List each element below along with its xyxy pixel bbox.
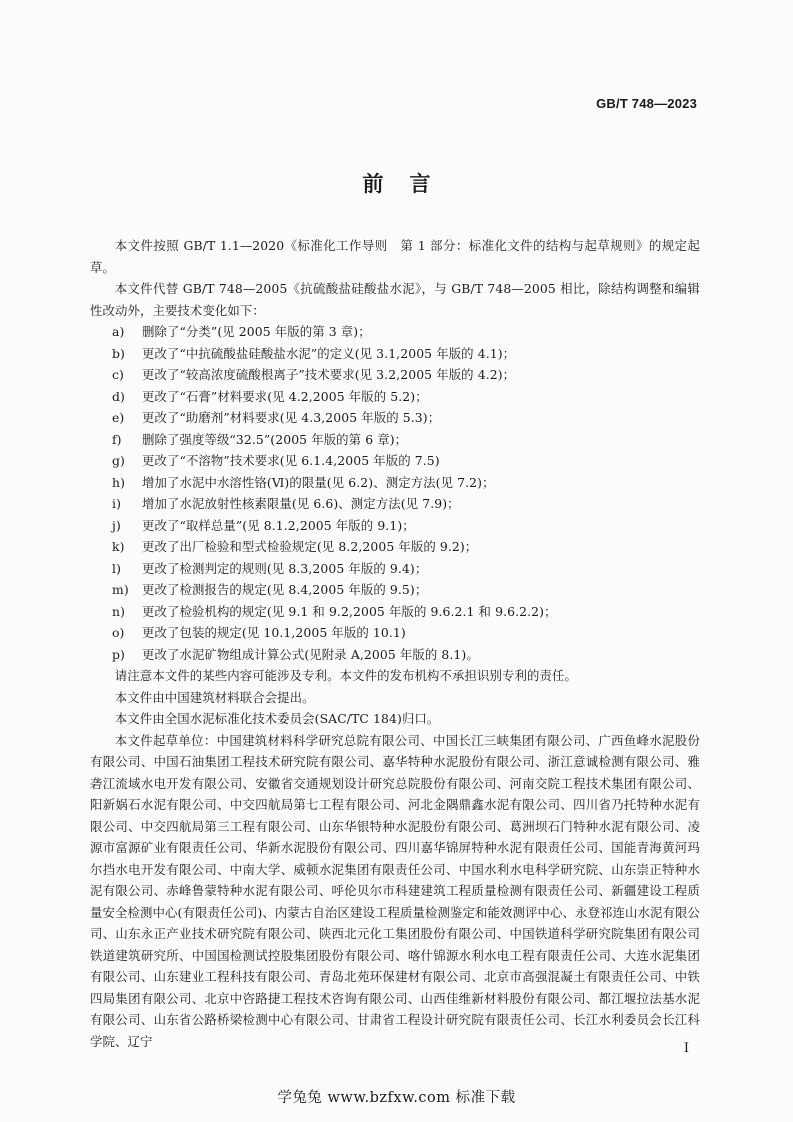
list-item-label: a) bbox=[112, 324, 125, 339]
list-item-label: h) bbox=[112, 474, 126, 490]
page-title: 前言 bbox=[362, 172, 457, 196]
list-item-label: i) bbox=[112, 496, 121, 511]
list-item bbox=[90, 321, 700, 343]
list-item-text: 增加了水泥中水溶性铬(Ⅵ)的限量(见 6.2)、测定方法(见 7.2)； bbox=[142, 474, 495, 490]
proposer-statement: 本文件由中国建筑材料联合会提出。 bbox=[114, 689, 315, 705]
list-item-text: 删除了“分类”(见 2005 年版的第 3 章)； bbox=[142, 324, 371, 339]
list-item bbox=[90, 407, 700, 429]
list-item-label: o) bbox=[112, 625, 125, 640]
list-item bbox=[90, 558, 700, 580]
list-item-label: d) bbox=[112, 388, 125, 404]
list-item bbox=[90, 472, 700, 494]
list-item-text: 更改了包装的规定(见 10.1,2005 年版的 10.1) bbox=[142, 625, 406, 640]
list-item-label: p) bbox=[112, 646, 125, 662]
list-item-label: f) bbox=[112, 431, 122, 447]
list-item-text: 增加了水泥放射性核素限量(见 6.6)、测定方法(见 7.9)； bbox=[142, 496, 460, 511]
list-item-text: 更改了“不溶物”技术要求(见 6.1.4,2005 年版的 7.5) bbox=[142, 453, 440, 468]
list-item-label: l) bbox=[112, 560, 121, 576]
drafting-rules-paragraph: 本文件按照 GB/T 1.1—2020《标准化工作导则 第 1 部分：标准化文件的结构与起草规则》的规定起草。 bbox=[90, 238, 700, 275]
list-item-label: g) bbox=[112, 453, 125, 468]
list-item-text: 更改了“石膏”材料要求(见 4.2,2005 年版的 5.2)； bbox=[142, 388, 428, 404]
list-item-label: b) bbox=[112, 345, 125, 361]
list-item-text: 更改了检测判定的规则(见 8.3,2005 年版的 9.4)； bbox=[142, 560, 428, 576]
list-item-text: 更改了检测报告的规定(见 8.4,2005 年版的 9.5)； bbox=[142, 582, 428, 597]
list-item-label: j) bbox=[112, 517, 121, 533]
list-item bbox=[90, 364, 700, 386]
list-item bbox=[90, 515, 700, 537]
list-item-text: 更改了“较高浓度硫酸根离子”技术要求(见 3.2,2005 年版的 4.2)； bbox=[142, 367, 516, 382]
list-item-label: m) bbox=[112, 582, 129, 597]
list-item-text: 更改了水泥矿物组成计算公式(见附录 A,2005 年版的 8.1)。 bbox=[142, 646, 479, 662]
list-item-text: 更改了“助磨剂”材料要求(见 4.3,2005 年版的 5.3)； bbox=[142, 410, 441, 425]
list-item bbox=[90, 579, 700, 601]
page-number: I bbox=[683, 1041, 689, 1056]
standard-code: GB/T 748—2023 bbox=[596, 96, 697, 111]
list-item bbox=[90, 601, 700, 623]
list-item-text: 更改了出厂检验和型式检验规定(见 8.2,2005 年版的 9.2)； bbox=[142, 539, 478, 554]
list-item bbox=[90, 622, 700, 644]
list-item-label: k) bbox=[112, 539, 125, 554]
patent-notice: 请注意本文件的某些内容可能涉及专利。本文件的发布机构不承担识别专利的责任。 bbox=[114, 668, 577, 683]
document-body bbox=[90, 235, 700, 1052]
list-item-label: c) bbox=[112, 367, 124, 382]
list-item-text: 删除了强度等级“32.5”(2005 年版的第 6 章)； bbox=[142, 431, 408, 447]
custodian-statement: 本文件由全国水泥标准化技术委员会(SAC/TC 184)归口。 bbox=[114, 711, 440, 726]
list-item bbox=[90, 536, 700, 558]
list-item-label: n) bbox=[112, 603, 126, 619]
list-item-text: 更改了“中抗硫酸盐硅酸盐水泥”的定义(见 3.1,2005 年版的 4.1)； bbox=[142, 345, 516, 361]
list-item bbox=[90, 343, 700, 365]
replacement-paragraph: 本文件代替 GB/T 748—2005《抗硫酸盐硅酸盐水泥》，与 GB/T 748—2005 相比，除结构调整和编辑性改动外，主要技术变化如下： bbox=[90, 281, 700, 318]
list-item bbox=[90, 493, 700, 515]
list-item-text: 更改了“取样总量”(见 8.1.2,2005 年版的 9.1)； bbox=[142, 517, 415, 533]
list-item-label: e) bbox=[112, 410, 125, 425]
watermark-footer: 学兔兔 www.bzfxw.com 标准下载 bbox=[277, 1090, 516, 1106]
list-item bbox=[90, 386, 700, 408]
list-item-text: 更改了检验机构的规定(见 9.1 和 9.2,2005 年版的 9.6.2.1 和 9.6.2.2)； bbox=[142, 603, 557, 619]
list-item bbox=[90, 644, 700, 666]
change-list bbox=[90, 321, 700, 665]
drafting-units-paragraph: 本文件起草单位：中国建筑材料科学研究总院有限公司、中国长江三峡集团有限公司、广西鱼峰水泥股份有限公司、中国石油集团工程技术研究院有限公司、嘉华特种水泥股份有限公司、浙江意诚检测有限公司、雅砻江流域水电开发有限公司、安徽省交通规划设计研究总院股份有限公司、河南交院工程技术集团有限公司、阳新娲石水泥有限公司、中交四航局第七工程有限公司、河北金隅鼎鑫水泥有限公司、四川省乃托特种水泥有限公司、中交四航局第三工程有限公司、山东华银特种水泥股份有限公司、葛洲坝石门特种水泥有限公司、凌源市富源矿业有限责任公司、华新水泥股份有限公司、四川嘉华锦屏特种水泥有限责任公司、国能青海黄河玛尔挡水电开发有限公司、中南大学、威顿水泥集团有限责任公司、中国水利水电科学研究院、山东崇正特种水泥有限公司、赤峰鲁蒙特种水泥有限公司、呼伦贝尔市科建建筑工程质量检测有限责任公司、新疆建设工程质量安全检测中心(有限责任公司)、内蒙古自治区建设工程质量检测鉴定和能效测评中心、永登祁连山水泥有限公司、山东永正产业技术研究院有限公司、陕西北元化工集团股份有限公司、中国铁道科学研究院集团有限公司铁道建筑研究所、中国国检测试控股集团股份有限公司、喀什锦源水利水电工程有限责任公司、大连水泥集团有限公司、山东建业工程科技有限公司、青岛北苑环保建材有限公司、北京市高强混凝土有限责任公司、中铁四局集团有限公司、北京中咨路捷工程技术咨询有限公司、山西佳维新材料股份有限公司、都江堰拉法基水泥有限公司、山东省公路桥梁检测中心有限公司、甘肃省工程设计研究院有限责任公司、长江水利委员会长江科学院、辽宁 bbox=[90, 732, 700, 1049]
list-item bbox=[90, 429, 700, 451]
list-item bbox=[90, 450, 700, 472]
